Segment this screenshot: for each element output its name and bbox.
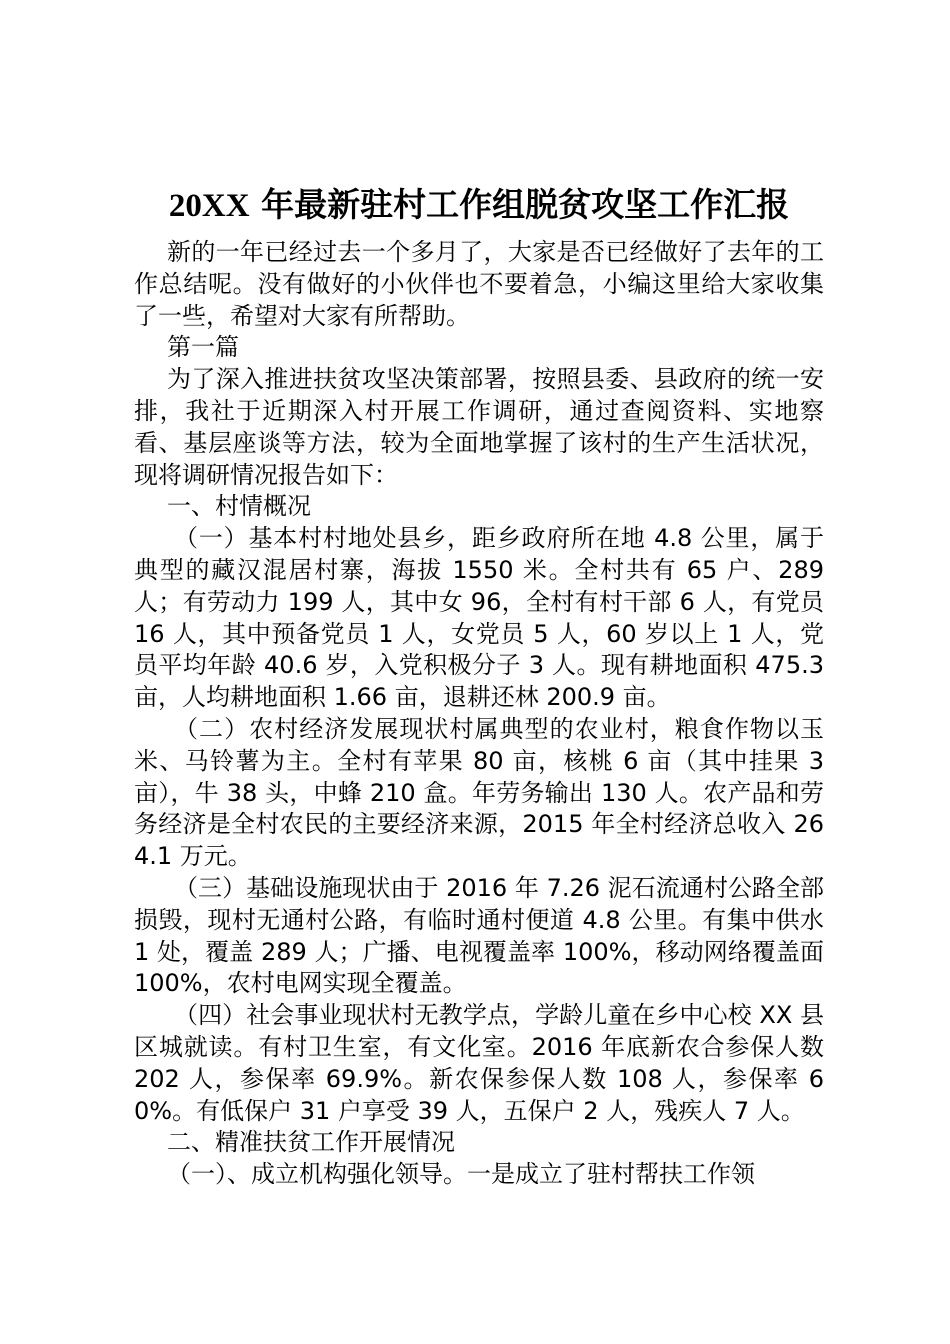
section-heading-1: 一、村情概况	[167, 492, 311, 521]
section1-paragraph-1: （一）基本村村地处县乡，距乡政府所在地 4.8 公里，属于典型的藏汉混居村寨，海拔 1550 米。全村共有 65 户、289 人；有劳动力 199 人，其中女 96，全村有村干部 6 人，有党员 16 人，其中预备党员 1 人，女党员 5 人，60 岁以上 1 人，党员平均年龄 40.6 岁，入党积极分子 3 人。现有耕地面积 475.3 亩，人均耕地面积 1.66 亩，退耕还林 200.9 亩。	[134, 524, 824, 712]
document-title	[114, 182, 844, 229]
section1-paragraph-4: （四）社会事业现状村无教学点，学龄儿童在乡中心校 XX 县区城就读。有村卫生室，有文化室。2016 年底新农合参保人数 202 人，参保率 69.9%。新农保参保人数 108 人，参保率 60%。有低保户 31 户享受 39 人，五保户 2 人，残疾人 7 人。	[134, 1001, 824, 1125]
title-text: 年最新驻村工作组脱贫攻坚工作汇报	[249, 185, 790, 224]
title-year: 20XX	[168, 188, 250, 224]
section2-paragraph-1: （一）、成立机构强化领导。一是成立了驻村帮扶工作领	[167, 1160, 755, 1189]
section1-paragraph-2: （二）农村经济发展现状村属典型的农业村，粮食作物以玉米、马铃薯为主。全村有苹果 80 亩，核桃 6 亩（其中挂果 3 亩），牛 38 头，中蜂 210 盒。年劳务输出 130 人。农产品和劳务经济是全村农民的主要经济来源，2015 年全村经济总收入 264.1 万元。	[134, 714, 824, 871]
opening-paragraph: 为了深入推进扶贫攻坚决策部署，按照县委、县政府的统一安排，我社于近期深入村开展工作调研，通过查阅资料、实地察看、基层座谈等方法，较为全面地掌握了该村的生产生活状况，现将调研情况报告如下：	[134, 365, 824, 489]
section-heading-2: 二、精准扶贫工作开展情况	[167, 1128, 455, 1157]
intro-paragraph: 新的一年已经过去一个多月了，大家是否已经做好了去年的工作总结呢。没有做好的小伙伴也不要着急，小编这里给大家收集了一些，希望对大家有所帮助。	[134, 238, 824, 330]
part-label: 第一篇	[167, 333, 239, 362]
section1-paragraph-3: （三）基础设施现状由于 2016 年 7.26 泥石流通村公路全部损毁，现村无通村公路，有临时通村便道 4.8 公里。有集中供水 1 处，覆盖 289 人；广播、电视覆盖率 100%，移动网络覆盖面 100%，农村电网实现全覆盖。	[134, 873, 824, 998]
document-body	[134, 182, 824, 1191]
